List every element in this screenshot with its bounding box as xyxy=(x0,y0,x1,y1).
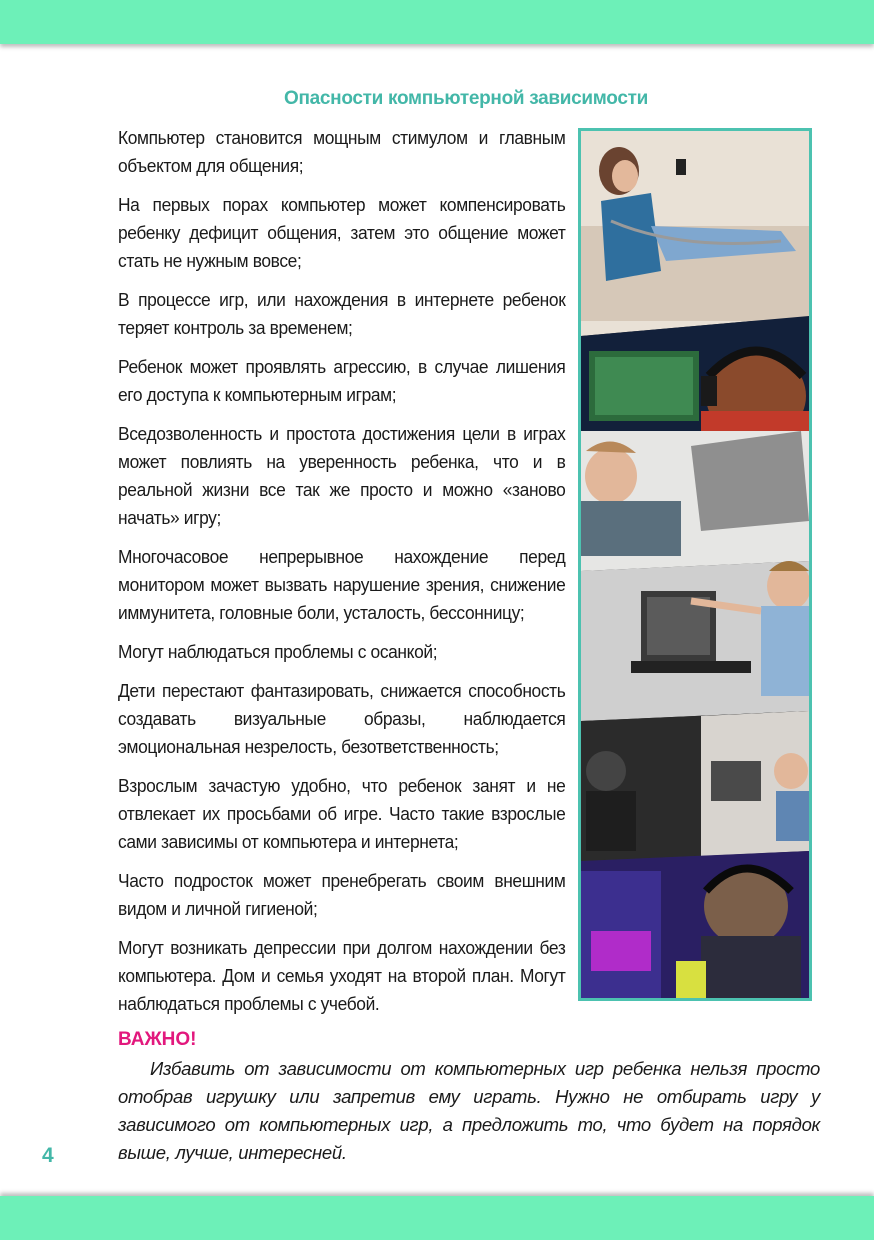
collage-illustration xyxy=(581,131,809,998)
page-title: Опасности компьютерной зависимости xyxy=(283,88,649,109)
paragraph: Часто подросток может пренебрегать своим внешним видом и личной гигиеной; xyxy=(118,870,566,919)
paragraph: В процессе игр, или нахождения в интернете ребенок теряет контроль за временем; xyxy=(118,289,566,338)
paragraph: Могут наблюдаться проблемы с осанкой; xyxy=(118,641,438,662)
top-band xyxy=(0,0,874,44)
paragraph: Компьютер становится мощным стимулом и главным объектом для общения; xyxy=(118,127,566,176)
photo-collage xyxy=(578,128,812,1001)
paragraph: Ребенок может проявлять агрессию, в случае лишения его доступа к компьютерным играм; xyxy=(118,356,566,405)
bottom-band xyxy=(0,1196,874,1240)
paragraph: Дети перестают фантазировать, снижается способность создавать визуальные образы, наблюдается эмоциональная незрелость, безответственность; xyxy=(118,680,566,757)
paragraph: Многочасовое непрерывное нахождение перед монитором может вызвать нарушение зрения, снижение иммунитета, головные боли, усталость, бессонницу; xyxy=(118,546,566,623)
paragraph: Вседозволенность и простота достижения цели в играх может повлиять на уверенность ребенка, что и в реальной жизни все так же просто и можно «заново начать» игру; xyxy=(118,423,566,528)
important-label: ВАЖНО! xyxy=(118,1029,197,1050)
paragraph-list xyxy=(118,124,566,1029)
page-number: 4 xyxy=(42,1144,54,1167)
paragraph: Могут возникать депрессии при долгом нахождении без компьютера. Дом и семья уходят на второй план. Могут наблюдаться проблемы с учебой. xyxy=(118,937,566,1014)
paragraph: На первых порах компьютер может компенсировать ребенку дефицит общения, затем это общение может стать не нужным вовсе; xyxy=(118,194,566,271)
important-note: Избавить от зависимости от компьютерных игр ребенка нельзя просто отобрав игрушку или запретив ему играть. Нужно не отбирать игру у зависимого от компьютерных игр, а предложить то, что будет на порядок выше, лучше, интересней. xyxy=(118,1058,820,1163)
paragraph: Взрослым зачастую удобно, что ребенок занят и не отвлекает их просьбами об игре. Часто такие взрослые сами зависимы от компьютера и интернета; xyxy=(118,775,566,852)
